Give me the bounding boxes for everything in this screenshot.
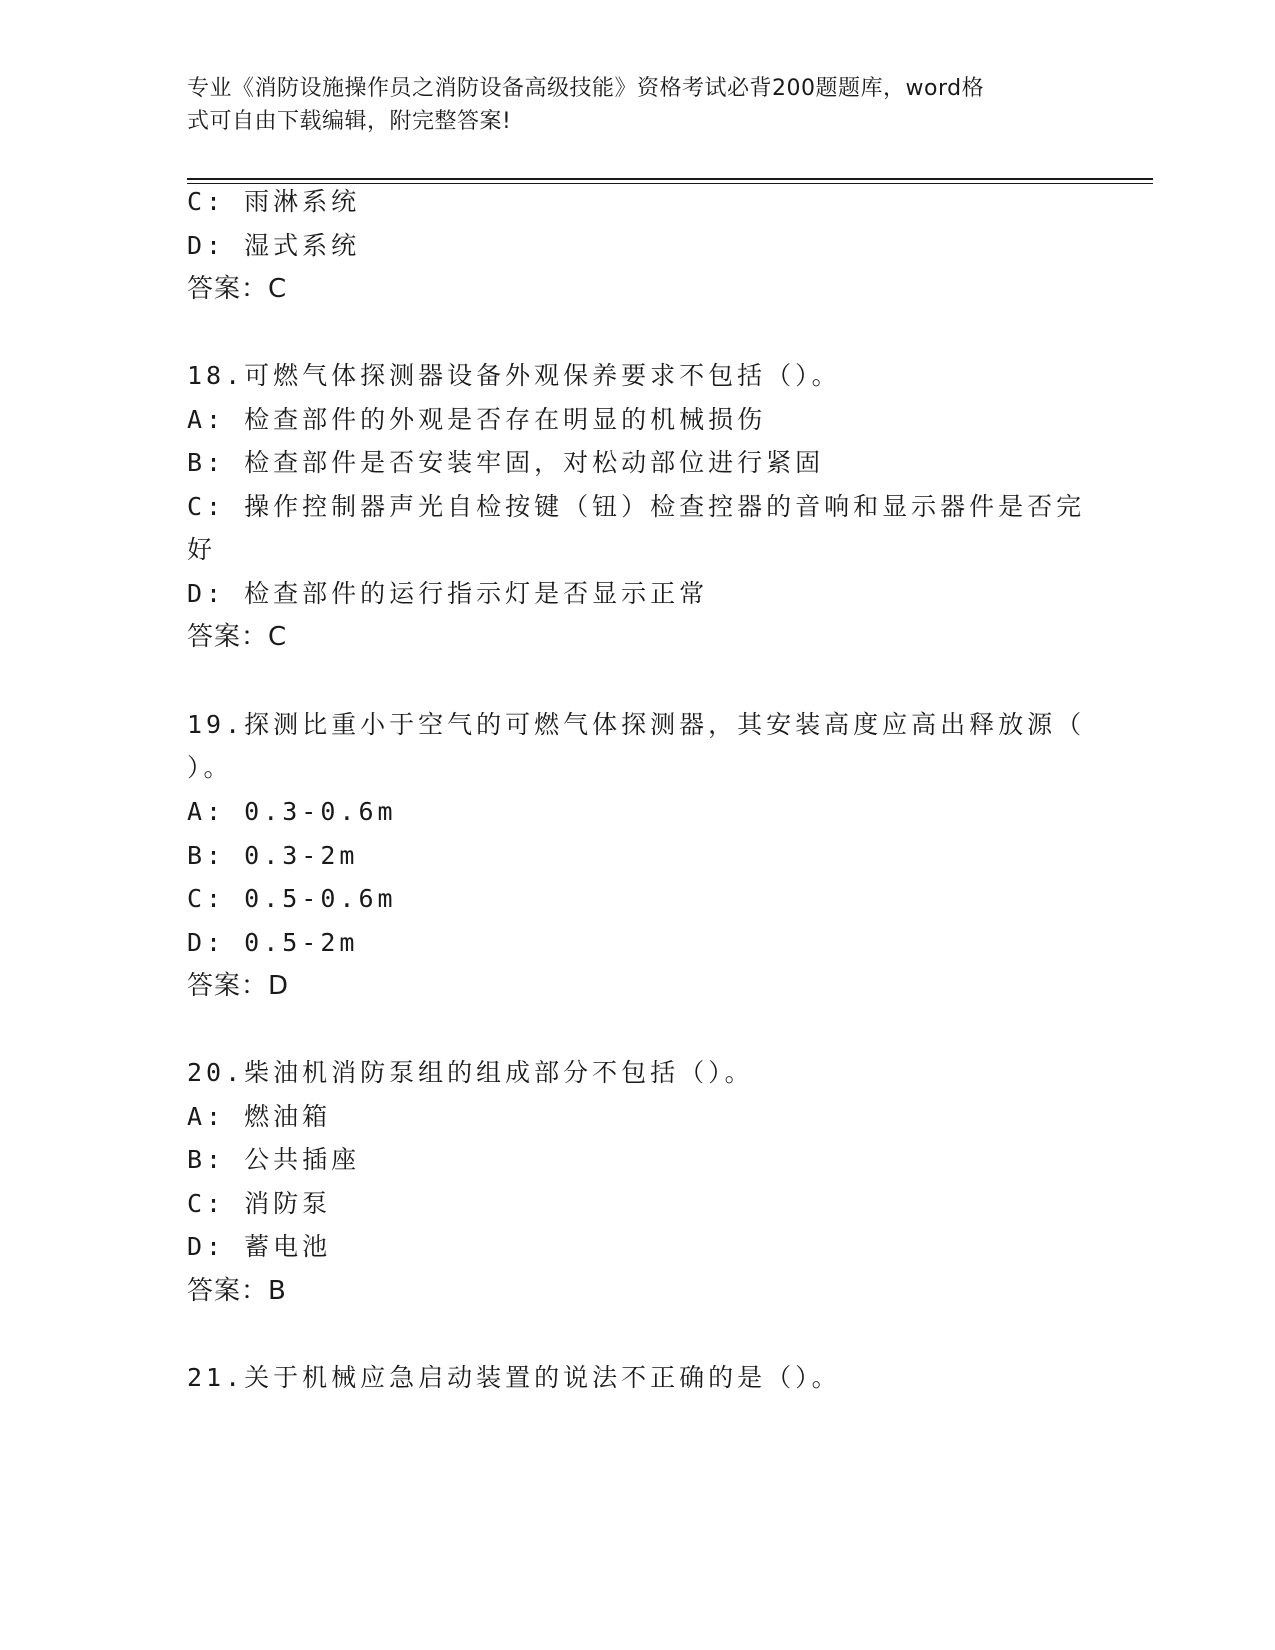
q20-option-d: D: 蓄电池 <box>187 1232 332 1261</box>
q19-option-c: C: 0.5-0.6m <box>187 884 397 913</box>
q19-option-a: A: 0.3-0.6m <box>187 797 397 826</box>
q18-answer: 答案：C <box>187 622 288 652</box>
header-title-line2: 式可自由下载编辑，附完整答案! <box>187 109 512 134</box>
q18-option-b: B: 检查部件是否安装牢固，对松动部位进行紧固 <box>187 448 825 477</box>
q18-option-a: A: 检查部件的外观是否存在明显的机械损伤 <box>187 405 767 434</box>
q18-question: 18.可燃气体探测器设备外观保养要求不包括（）。 <box>187 361 841 390</box>
q19-option-b: B: 0.3-2m <box>187 841 359 870</box>
q20-option-c: C: 消防泵 <box>187 1189 332 1218</box>
q17-option-d: D: 湿式系统 <box>187 231 361 260</box>
document-header <box>187 72 1067 138</box>
q19-question-line2: ）。 <box>187 753 233 782</box>
q17-answer: 答案：C <box>187 274 288 304</box>
header-divider-thick <box>187 178 1153 180</box>
q18-option-c-line2: 好 <box>187 535 217 564</box>
q20-answer: 答案：B <box>187 1276 287 1306</box>
q21-question: 21.关于机械应急启动装置的说法不正确的是（）。 <box>187 1363 841 1392</box>
q17-option-c: C: 雨淋系统 <box>187 187 361 216</box>
q18-option-d: D: 检查部件的运行指示灯是否显示正常 <box>187 579 709 608</box>
q18-option-c-line1: C: 操作控制器声光自检按键（钮）检查控器的音响和显示器件是否完 <box>187 492 1086 521</box>
header-title-line1: 专业《消防设施操作员之消防设备高级技能》资格考试必背200题题库，word格 <box>187 76 985 101</box>
q20-option-b: B: 公共插座 <box>187 1145 361 1174</box>
q19-answer: 答案：D <box>187 971 290 1001</box>
q19-option-d: D: 0.5-2m <box>187 928 359 957</box>
q20-option-a: A: 燃油箱 <box>187 1102 332 1131</box>
q20-question: 20.柴油机消防泵组的组成部分不包括（）。 <box>187 1058 754 1087</box>
q19-question-line1: 19.探测比重小于空气的可燃气体探测器，其安装高度应高出释放源（ <box>187 710 1086 739</box>
